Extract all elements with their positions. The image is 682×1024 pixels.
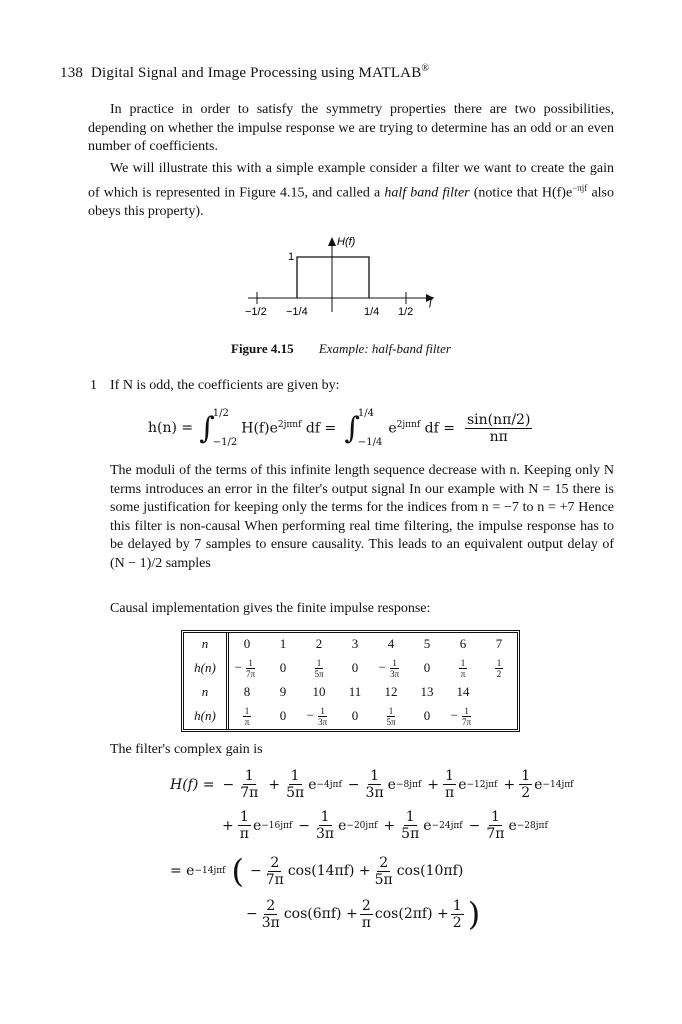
table-cell: 6 [459,636,467,651]
gain-term: − $\frac{1}{7\pi}$ [222,768,259,801]
integral-sign: ∫ [344,410,360,446]
tick-label: 1/4 [364,306,380,318]
table-cell: − $\frac{1}{3\pi}$ [378,657,400,679]
fraction: $\frac{2}{3\pi}$ [261,897,280,931]
half-band-filter-figure [240,234,450,320]
table-cell: 0 [423,660,431,675]
table-cell: $\frac{1}{2}$ [496,657,502,679]
gain-line-2 [222,809,554,842]
y-axis-arrow [328,237,336,246]
table-cell: 8 [243,684,251,699]
impulse-response-formula: h(n) = ∫ 1/2 −1/2 $H(f)e^{2j\pi nf}$ df = ∫ 1/4 −1/4 $e^{2j\pi nf}$ df = $\frac{\sin(n\pi/2)}{n\pi}$ [148,408,531,448]
table-cell: 0 [279,708,287,723]
table-cell: $\frac{1}{5\pi}$ [386,705,396,727]
tick-label: 1/2 [398,306,414,318]
table-row: h(n) $\frac{1}{\pi}$ 0 − $\frac{1}{3\pi}$ 0 $\frac{1}{5\pi}$ 0 − $\frac{1}{7\pi}$ [184,703,517,729]
table-cell: 3 [351,636,359,651]
table-cell: 0 [351,660,359,675]
table-cell: 13 [420,684,434,699]
right-paren: ) [467,895,481,933]
coefficient-table [181,630,520,732]
tick-label: −1/2 [245,306,267,318]
gain-term: + $\frac{1}{5\pi}$ e −4jπf [268,768,342,801]
table-cell: 4 [387,636,395,651]
y-axis-label: H(f) [337,236,356,248]
table-cell: 1 [279,636,287,651]
gain-line-3: = e −14jπf ( − $\frac{2}{7\pi}$ cos(14πf) + $\frac{2}{5\pi}$ cos(10πf) [170,852,464,890]
tick-label: −1/4 [286,306,308,318]
gain-term: + $\frac{1}{\pi}$ e −16jπf [222,809,293,842]
table-cell: 11 [348,684,362,699]
causal-line: Causal implementation gives the finite impulse response: [110,601,431,616]
figure-caption-text: Example: half-band filter [318,341,451,356]
table-cell: $\frac{1}{5\pi}$ [314,657,324,679]
table-cell: 10 [312,684,326,699]
gain-line-4: − $\frac{2}{3\pi}$ cos(6πf) + $\frac{2}{\pi}$ cos(2πf) + $\frac{1}{2}$ ) [246,895,481,933]
table-cell: 12 [384,684,398,699]
figure-label: Figure 4.15 [231,341,294,356]
gain-term: − $\frac{1}{3\pi}$ e −20jπf [298,809,378,842]
running-header [60,63,429,82]
list-item-marker: 1 [90,378,97,393]
gain-term: − $\frac{1}{3\pi}$ e −8jπf [347,768,422,801]
half-band-term: half band filter [384,185,470,201]
trademark-symbol: ® [421,63,430,74]
gain-term: − $\frac{1}{7\pi}$ e −28jπf [468,809,548,842]
passband-gain [297,257,369,298]
fraction: $\frac{2}{\pi}$ [361,897,371,931]
table-cell: 0 [243,636,251,651]
page-number: 138 [60,65,84,81]
result-fraction: $\frac{\sin(n\pi/2)}{n\pi}$ [466,411,531,445]
table-row: n 8 9 10 11 12 13 14 [184,681,517,703]
x-axis-label: f [429,294,433,308]
table-cell: − $\frac{1}{3\pi}$ [306,705,328,727]
gain-level-label: 1 [288,251,295,263]
gain-term: + $\frac{1}{5\pi}$ e −24jπf [383,809,463,842]
coefficient-table-grid [184,633,517,729]
gain-term: + $\frac{1}{2}$ e −14jπf [503,768,574,801]
table-row: h(n) − $\frac{1}{7\pi}$ 0 $\frac{1}{5\pi}$ 0 − $\frac{1}{3\pi}$ 0 $\frac{1}{\pi}$ $\frac{1}{2}$ [184,655,517,681]
table-cell: $\frac{1}{\pi}$ [460,657,466,679]
intro-paragraph-1: In practice in order to satisfy the symmetry properties there are two possibilities, depending on whether the impulse response we are trying to determine has an odd or an even number of coefficients. [88,102,614,154]
table-cell: $\frac{1}{\pi}$ [244,705,250,727]
gain-line-1: H(f) = − $\frac{1}{7\pi}$ + $\frac{1}{5\pi}$ e −4jπf − $\frac{1}{3\pi}$ e −8jπf + $\frac{1}{\pi}$ e −12jπf + $\frac{1}{2}$ e −14jπf [170,768,574,801]
figure-caption [0,341,682,357]
left-paren: ( [231,852,244,890]
table-cell: 2 [315,636,323,651]
table-cell: 0 [423,708,431,723]
table-cell: 9 [279,684,287,699]
fraction: $\frac{1}{2}$ [452,897,462,931]
integral-sign: ∫ [199,410,215,446]
table-cell: 14 [456,684,470,699]
table-row: n 0 1 2 3 4 5 6 7 [184,633,517,655]
gain-term: + $\frac{1}{\pi}$ e −12jπf [427,768,498,801]
fraction: $\frac{2}{5\pi}$ [374,854,393,888]
item-body-paragraph: The moduli of the terms of this infinite length sequence decrease with n. Keeping only N terms introduces an error in the filter's output signal In our example with N = 15 there is some justification for keeping only the terms for the indices from n = −7 to n = +7 Hence this filter is non-causal When performing real time filtering, the impulse response has to be delayed by 7 samples to ensure causality. This leads to an equivalent output delay of (N − 1)/2 samples [110,463,614,571]
list-item-lead: If N is odd, the coefficients are given by: [110,378,340,393]
table-cell: − $\frac{1}{7\pi}$ [450,705,472,727]
table-cell: 5 [423,636,431,651]
table-cell: 7 [495,636,503,651]
fraction: $\frac{2}{7\pi}$ [265,854,284,888]
gain-lead: The filter's complex gain is [110,742,263,757]
table-cell: 0 [351,708,359,723]
table-cell: 0 [279,660,287,675]
table-cell: − $\frac{1}{7\pi}$ [234,657,256,679]
book-title: Digital Signal and Image Processing using MATLAB [91,65,422,81]
intro-paragraph-2: We will illustrate this with a simple example consider a filter we want to create the gain of which is represented in Figure 4.15, and called a half band filter (notice that $H(f)e^{-\pi jf}$ also obeys this property). [88,161,615,219]
